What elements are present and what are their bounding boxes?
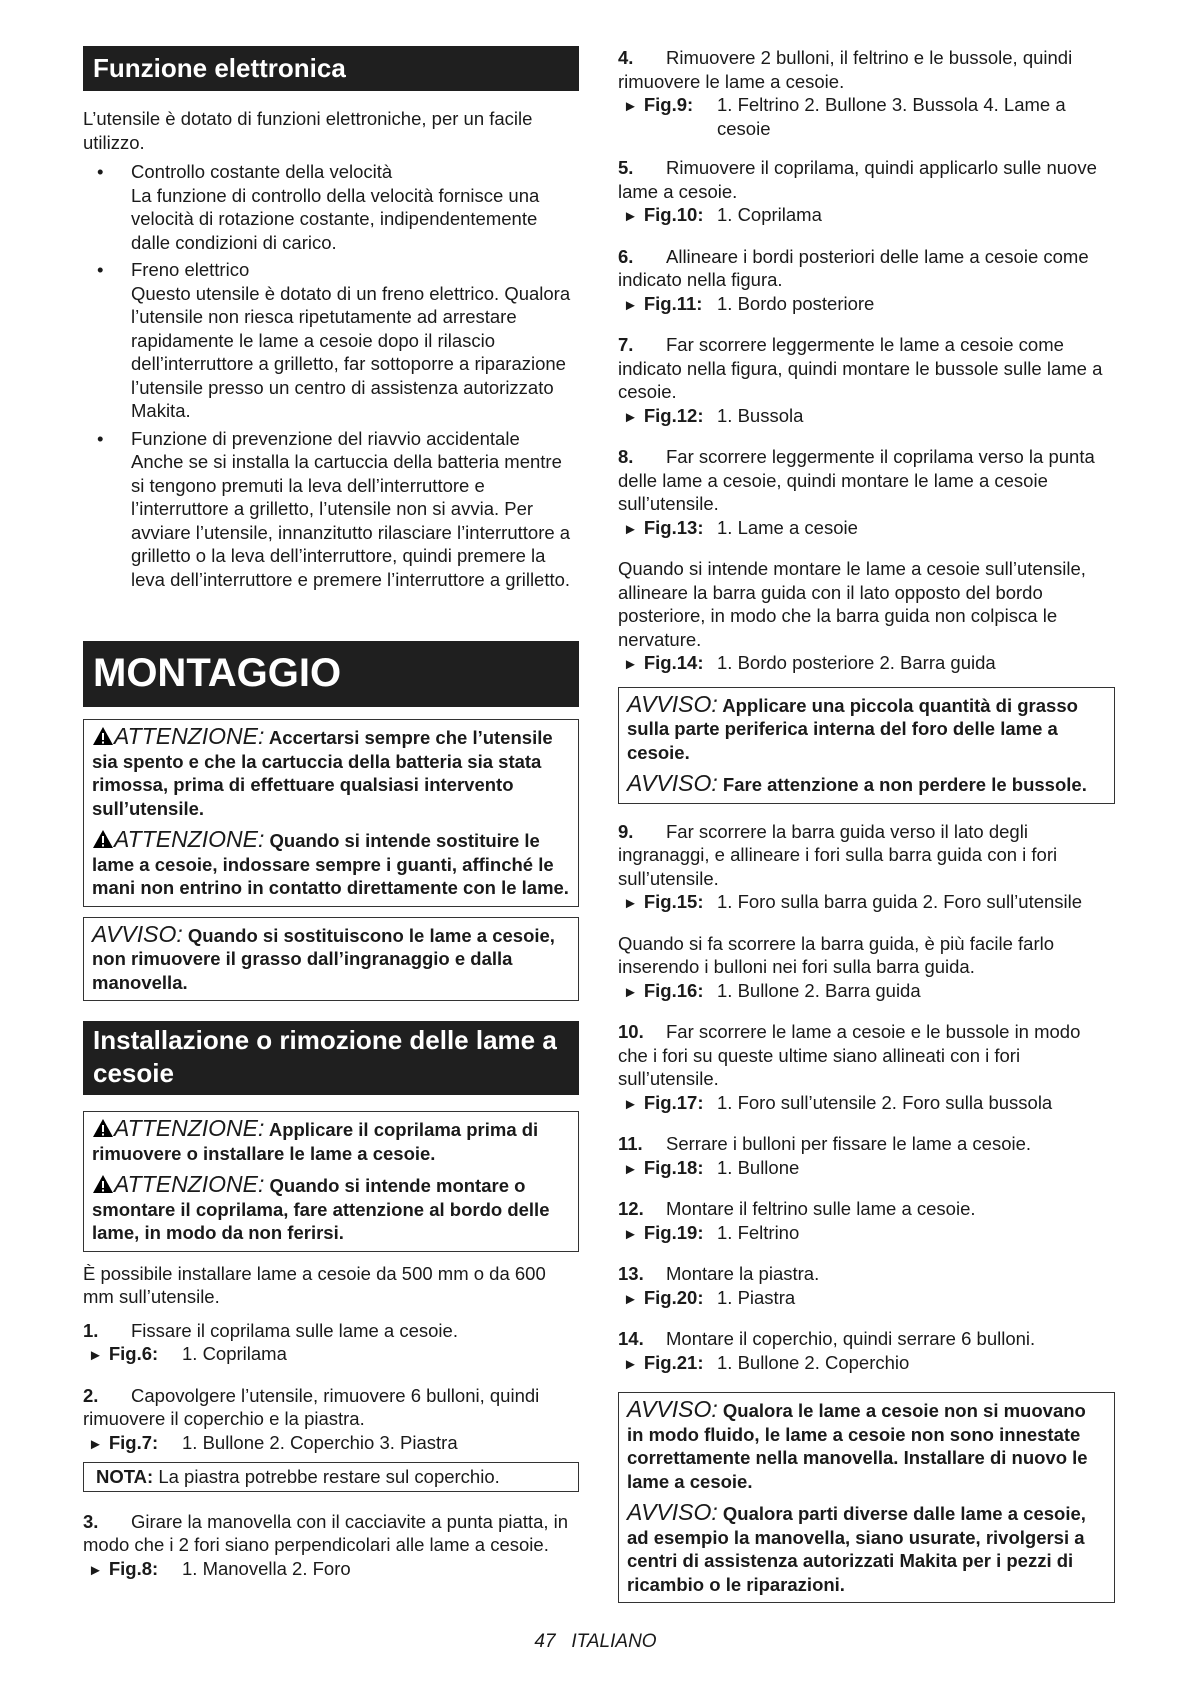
figure-reference: ► Fig.11: 1. Bordo posteriore xyxy=(623,292,875,314)
warning-triangle-icon xyxy=(92,726,114,746)
figure-reference: ► Fig.8: 1. Manovella 2. Foro xyxy=(88,1557,351,1579)
figure-reference: ► Fig.21: 1. Bullone 2. Coperchio xyxy=(623,1351,910,1373)
figure-reference: ► Fig.20: 1. Piastra xyxy=(623,1286,796,1308)
step: 3. Girare la manovella con il cacciavite a punta piatta, in modo che i 2 fori siano perpendicolari alle lame a cesoie. ► Fig.8: 1. Manovella 2. Foro xyxy=(83,1510,579,1583)
figure-reference: ► Fig.9: 1. Feltrino 2. Bullone 3. Bussola 4. Lame a cesoie xyxy=(623,94,1066,139)
step: 7. Far scorrere leggermente le lame a cesoie come indicato nella figura, quindi montare le bussole sulle lame a cesoie. ► Fig.12: 1. Bussola xyxy=(618,333,1115,429)
figure-reference: ► Fig.18: 1. Bullone xyxy=(623,1156,800,1178)
step: 8. Far scorrere leggermente il coprilama verso la punta delle lame a cesoie, quindi montare le lame a cesoie sull’utensile. ► Fig.13: 1. Lame a cesoie xyxy=(618,445,1115,541)
figure-reference: ► Fig.6: 1. Coprilama xyxy=(88,1343,287,1364)
note-paragraph: Quando si intende montare le lame a cesoie sull’utensile, allineare la barra guida con il lato opposto del bordo posteriore, in modo che la barra guida non colpisca le nervature. ► Fig.14: 1. Bordo posteriore 2. Barra guida xyxy=(618,557,1115,677)
figure-reference: ► Fig.10: 1. Coprilama xyxy=(623,204,822,225)
nota-box: NOTA: La piastra potrebbe restare sul coperchio. xyxy=(83,1462,579,1492)
step: 6. Allineare i bordi posteriori delle lame a cesoie come indicato nella figura. ► Fig.11: 1. Bordo posteriore xyxy=(618,245,1115,318)
step: 9. Far scorrere la barra guida verso il lato degli ingranaggi, e allineare i fori sulla barra guida con i fori sull’utensile. ► Fig.15: 1. Foro sulla barra guida 2. Foro sull’utensile xyxy=(618,820,1115,916)
figure-reference: ► Fig.7: 1. Bullone 2. Coperchio 3. Piastra xyxy=(88,1431,458,1453)
figure-reference: ► Fig.16: 1. Bullone 2. Barra guida xyxy=(623,979,921,1001)
warning-box xyxy=(83,719,579,907)
note-paragraph: Quando si fa scorrere la barra guida, è più facile farlo inserendo i bulloni nei fori sulla barra guida. ► Fig.16: 1. Bullone 2. Barra guida xyxy=(618,932,1115,1005)
step: 11. Serrare i bulloni per fissare le lame a cesoie. ► Fig.18: 1. Bullone xyxy=(618,1132,1115,1181)
step: 12. Montare il feltrino sulle lame a cesoie. ► Fig.19: 1. Feltrino xyxy=(618,1197,1115,1246)
section-title-montaggio: MONTAGGIO xyxy=(83,641,579,707)
figure-reference: ► Fig.13: 1. Lame a cesoie xyxy=(623,516,858,538)
warning-triangle-icon xyxy=(92,1174,114,1194)
section-title-funzione: Funzione elettronica xyxy=(83,46,579,91)
notice-paragraph: AVVISO: Qualora parti diverse dalle lame a cesoie, ad esempio la manovella, siano usurate, rivolgersi a centri di assistenza autorizzati Makita per i pezzi di ricambio o le riparazioni. xyxy=(627,1499,1086,1595)
notice-paragraph: AVVISO: Quando si sostituiscono le lame a cesoie, non rimuovere il grasso dall’ingranaggio e dalla manovella. xyxy=(92,920,555,993)
warning-paragraph: ATTENZIONE: Applicare il coprilama prima di rimuovere o installare le lame a cesoie. xyxy=(92,1115,539,1164)
funzione-intro: L’utensile è dotato di funzioni elettroniche, per un facile utilizzo. xyxy=(83,108,533,153)
warning-paragraph: ATTENZIONE: Accertarsi sempre che l’utensile sia spento e che la cartuccia della batteria sia stata rimossa, prima di effettuare qualsiasi intervento sull’utensile. xyxy=(92,723,553,819)
notice-box xyxy=(618,687,1115,804)
step: 13. Montare la piastra. ► Fig.20: 1. Piastra xyxy=(618,1262,1115,1311)
notice-box xyxy=(618,1392,1115,1603)
step: 1. Fissare il coprilama sulle lame a cesoie. ► Fig.6: 1. Coprilama xyxy=(83,1319,579,1368)
figure-reference: ► Fig.19: 1. Feltrino xyxy=(623,1221,800,1243)
page-footer: 47 ITALIANO xyxy=(534,1631,657,1652)
notice-paragraph: AVVISO: Applicare una piccola quantità di grasso sulla parte periferica interna del foro delle lame a cesoie. xyxy=(627,690,1078,763)
warning-paragraph: ATTENZIONE: Quando si intende sostituire le lame a cesoie, indossare sempre i guanti, affinché le mani non entrino in contatto direttamente con le lame. xyxy=(92,826,569,898)
warning-triangle-icon xyxy=(92,1118,114,1138)
figure-reference: ► Fig.17: 1. Foro sull’utensile 2. Foro sulla bussola xyxy=(623,1091,1053,1113)
left-column xyxy=(83,46,579,1598)
section-title-installazione: Installazione o rimozione delle lame a cesoie xyxy=(83,1021,579,1095)
right-column xyxy=(618,46,1115,1613)
list-item: • Controllo costante della velocità La funzione di controllo della velocità fornisce una velocità di rotazione costante, indipendentemente dalle condizioni di carico. xyxy=(97,161,540,253)
step: 2. Capovolgere l’utensile, rimuovere 6 bulloni, quindi rimuovere il coperchio e la piastra. ► Fig.7: 1. Bullone 2. Coperchio 3. Piastra xyxy=(83,1384,579,1457)
figure-reference: ► Fig.14: 1. Bordo posteriore 2. Barra guida xyxy=(623,652,996,673)
warning-triangle-icon xyxy=(92,829,114,849)
list-item: • Funzione di prevenzione del riavvio accidentale Anche se si installa la cartuccia della batteria mentre si tengono premuti la leva dell’interruttore e l’interruttore a grilletto, l’utensile non si avvia. Per avviare l’utensile, innanzitutto rilasciare l’interruttore a grilletto o la leva dell’interruttore, quindi premere la leva dell’interruttore e premere l’interruttore a grilletto. xyxy=(97,427,571,590)
notice-paragraph: AVVISO: Fare attenzione a non perdere le bussole. xyxy=(627,770,1087,796)
warning-box xyxy=(83,1111,579,1252)
step: 10. Far scorrere le lame a cesoie e le bussole in modo che i fori su queste ultime siano allineati con i fori sull’utensile. ► Fig.17: 1. Foro sull’utensile 2. Foro sulla bussola xyxy=(618,1020,1115,1116)
feature-list xyxy=(83,160,579,591)
list-item: • Freno elettrico Questo utensile è dotato di un freno elettrico. Qualora l’utensile non riesca ripetutamente ad arrestare rapidamente le lame a cesoie dopo il rilascio dell’interruttore a grilletto, far sottoporre a riparazione l’utensile presso un centro di assistenza autorizzato Makita. xyxy=(97,259,571,421)
step: 5. Rimuovere il coprilama, quindi applicarlo sulle nuove lame a cesoie. ► Fig.10: 1. Coprilama xyxy=(618,156,1115,229)
install-intro: È possibile installare lame a cesoie da 500 mm o da 600 mm sull’utensile. xyxy=(83,1262,546,1307)
step: 4. Rimuovere 2 bulloni, il feltrino e le bussole, quindi rimuovere le lame a cesoie. ► Fig.9: 1. Feltrino 2. Bullone 3. Bussola 4. Lame a cesoie xyxy=(618,46,1115,140)
notice-paragraph: AVVISO: Qualora le lame a cesoie non si muovano in modo fluido, le lame a cesoie non sono innestate correttamente nella manovella. Installare di nuovo le lame a cesoie. xyxy=(627,1396,1088,1492)
figure-reference: ► Fig.12: 1. Bussola xyxy=(623,404,804,426)
step: 14. Montare il coperchio, quindi serrare 6 bulloni. ► Fig.21: 1. Bullone 2. Coperchio xyxy=(618,1327,1115,1376)
notice-box xyxy=(83,917,579,1002)
figure-reference: ► Fig.15: 1. Foro sulla barra guida 2. Foro sull’utensile xyxy=(623,891,1083,912)
warning-paragraph: ATTENZIONE: Quando si intende montare o smontare il coprilama, fare attenzione al bordo delle lame, in modo da non ferirsi. xyxy=(92,1171,550,1243)
